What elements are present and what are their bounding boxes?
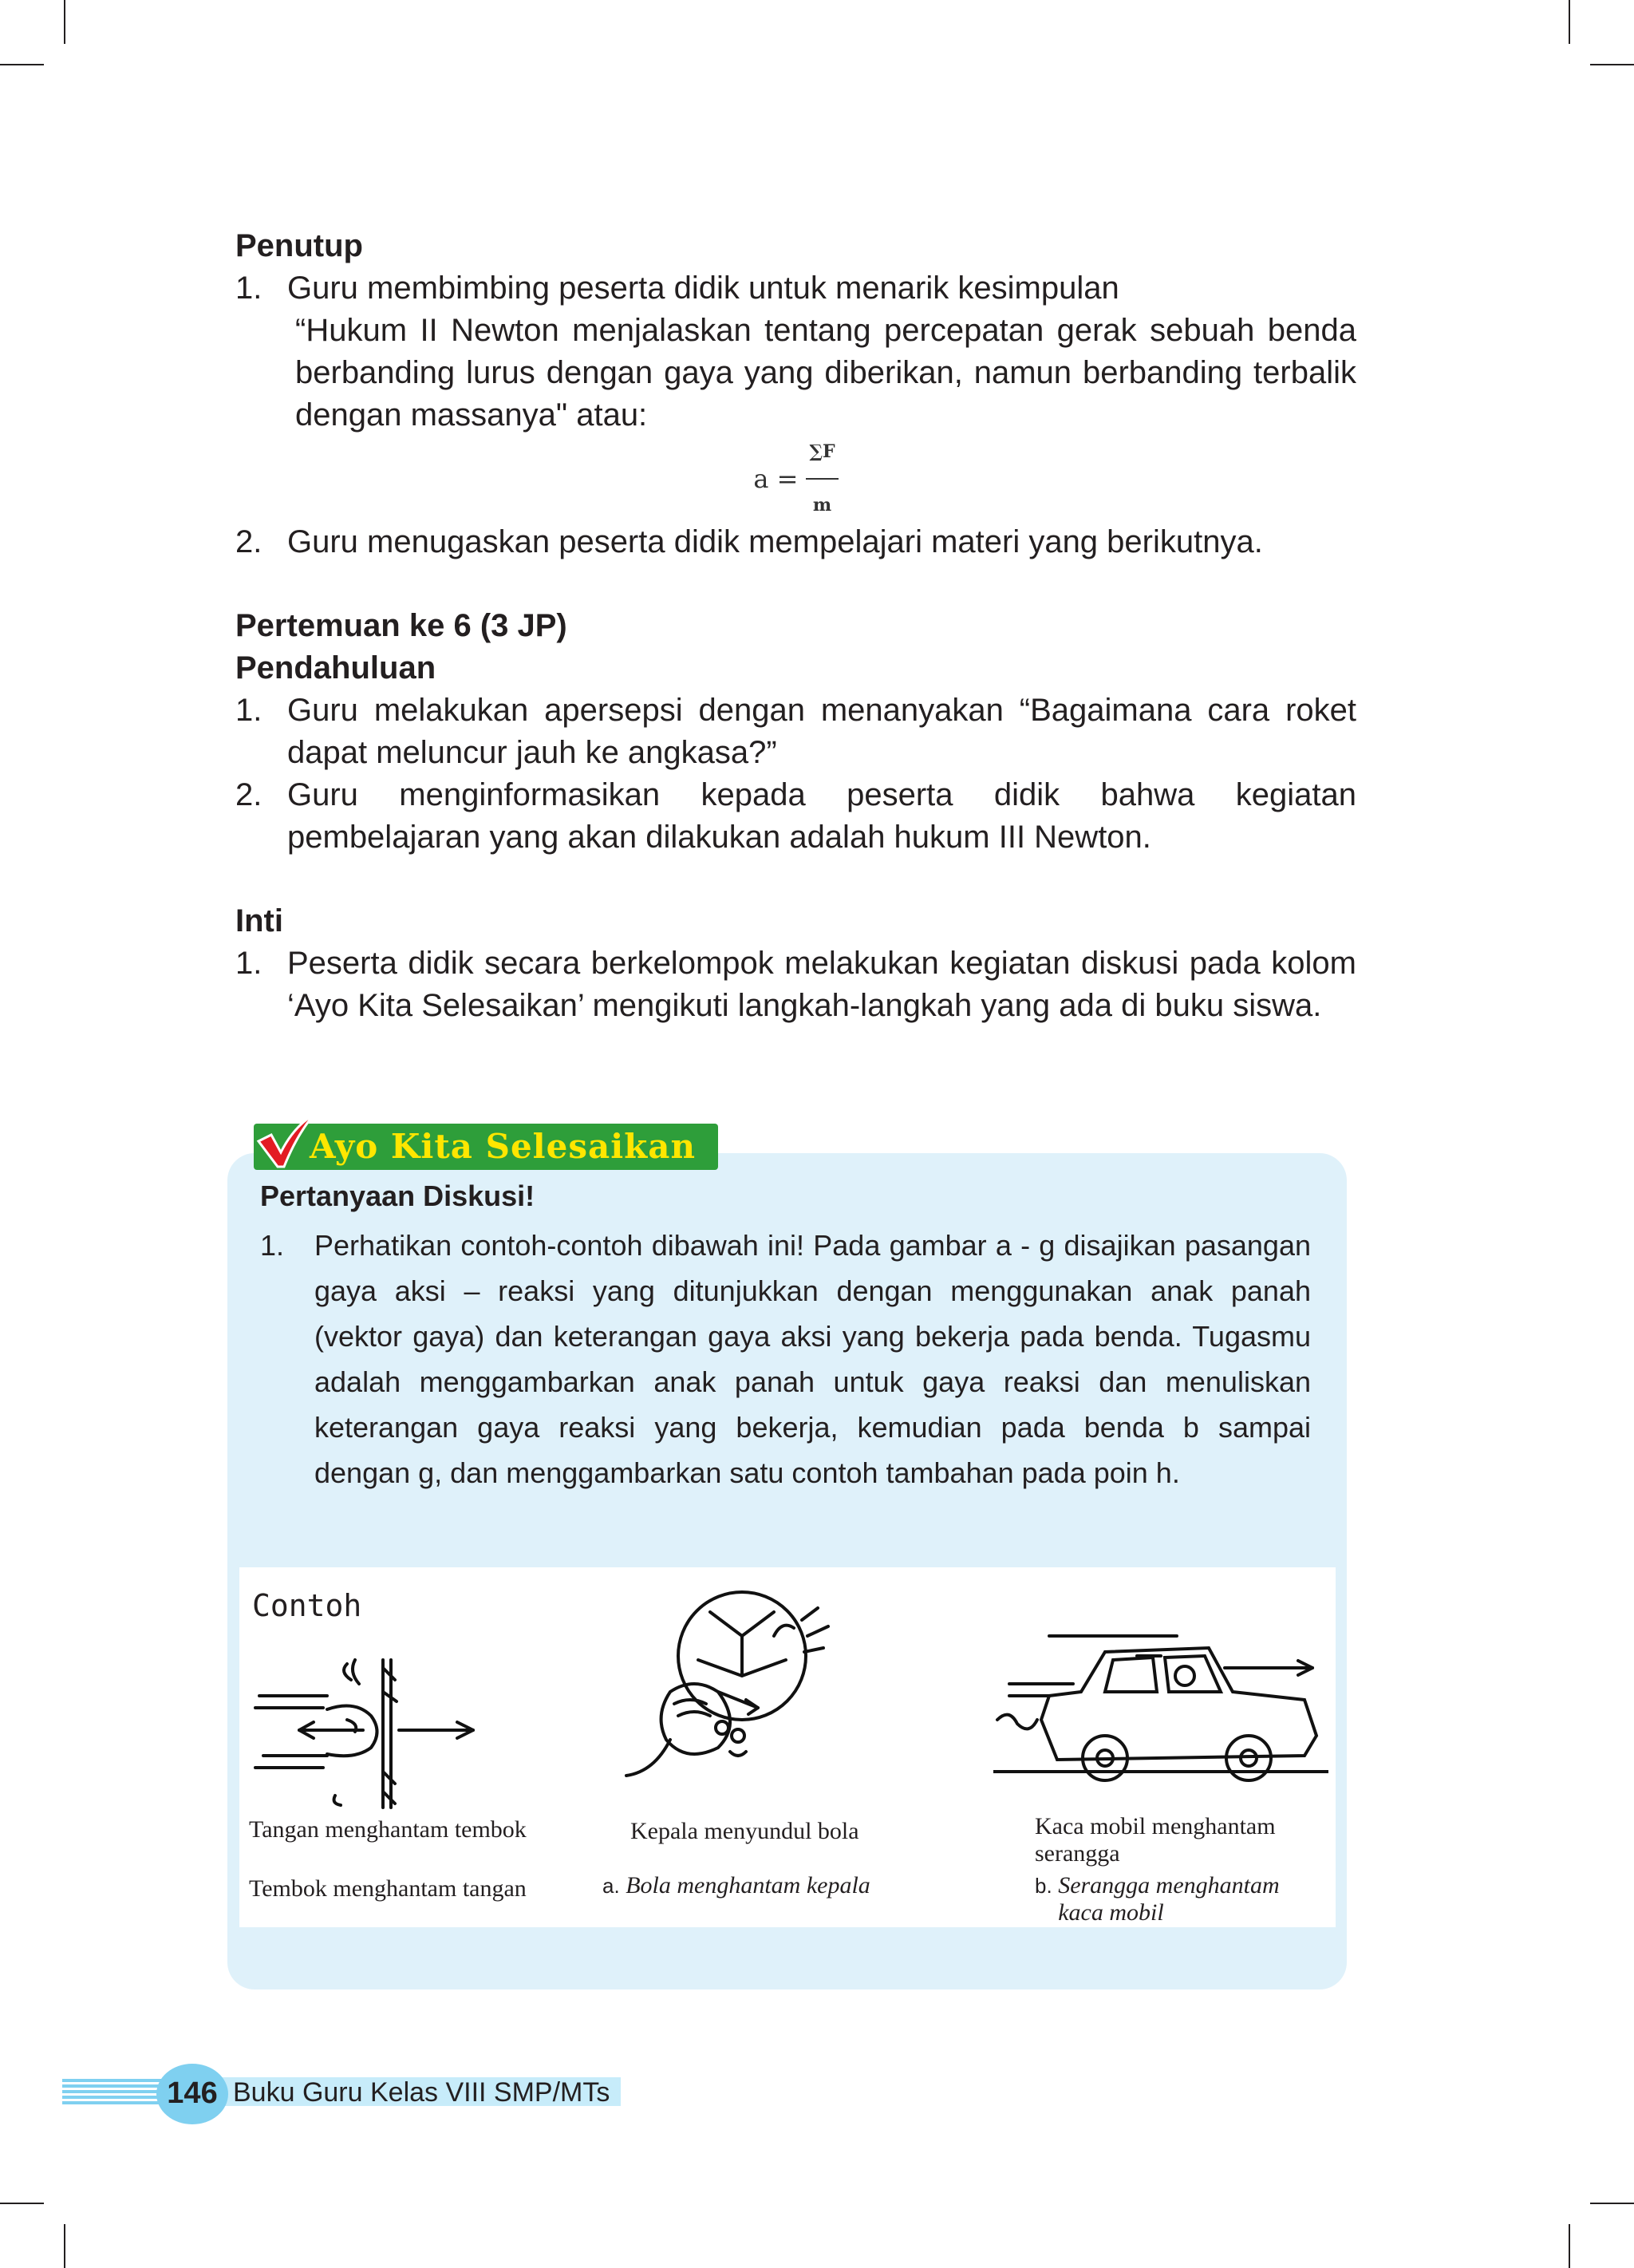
list-number: 1. (235, 271, 262, 306)
crop-mark (64, 2224, 65, 2268)
heading-pertemuan: Pertemuan ke 6 (3 JP) (235, 608, 567, 643)
list-number: 2. (235, 524, 262, 559)
list-text: Guru menugaskan peserta didik mempelajari materi yang berikutnya. (287, 524, 1263, 559)
formula-lhs: a = (753, 463, 799, 494)
list-number: 1. (235, 946, 262, 981)
formula-numerator: ∑F (806, 431, 838, 480)
caption-fig3-aksi: Kaca mobil menghantam serangga (1035, 1813, 1276, 1867)
page-number: 146 (167, 2076, 218, 2110)
caption-label: a. (602, 1874, 620, 1898)
heading-penutup: Penutup (235, 228, 363, 263)
crop-mark (1590, 64, 1634, 65)
footer-title: Buku Guru Kelas VIII SMP/MTs (233, 2077, 610, 2108)
list-number: 1. (235, 693, 262, 728)
activity-title: Ayo Kita Selesaikan (310, 1127, 697, 1166)
checkmark-icon (254, 1111, 318, 1168)
crop-mark (1569, 0, 1570, 44)
caption-fig3-reaksi-line (1035, 1872, 1330, 1926)
main-text (235, 225, 1356, 1027)
car-illustration (993, 1624, 1328, 1784)
formula-denominator: m (812, 495, 832, 516)
list-text: Peserta didik secara berkelompok melakukan kegiatan diskusi pada kolom ‘Ayo Kita Selesaikan’ mengikuti langkah-langkah yang ada di buku siswa. (287, 946, 1356, 1023)
caption-fig1-reaksi: Tembok menghantam tangan (249, 1875, 527, 1902)
heading-pendahuluan: Pendahuluan (235, 650, 436, 686)
list-text: Guru menginformasikan kepada peserta didik bahwa kegiatan pembelajaran yang akan dilakukan adalah hukum III Newton. (287, 777, 1356, 855)
activity-title-banner (254, 1124, 718, 1170)
list-text: Guru melakukan apersepsi dengan menanyakan “Bagaimana cara roket dapat meluncur jauh ke angkasa?” (287, 693, 1356, 770)
list-item (235, 521, 1356, 563)
caption-fig2-reaksi-line (602, 1872, 870, 1899)
formula-fraction (806, 431, 838, 527)
list-number: 1. (260, 1229, 285, 1262)
list-text: Guru membimbing peserta didik untuk menarik kesimpulan (287, 271, 1119, 306)
head-ball-illustration (622, 1588, 910, 1804)
list-number: 2. (235, 777, 262, 812)
discussion-title: Pertanyaan Diskusi! (260, 1179, 535, 1212)
page-number-badge (156, 2064, 228, 2124)
figure-label-contoh: Contoh (252, 1588, 362, 1623)
caption-fig2-aksi: Kepala menyundul bola (630, 1818, 859, 1844)
crop-mark (1590, 2203, 1634, 2204)
list-item (235, 267, 1356, 310)
caption-fig3-reaksi: Serangga menghantam kaca mobil (1058, 1872, 1280, 1926)
discussion-item (260, 1223, 1311, 1496)
caption-label: b. (1035, 1874, 1052, 1898)
formula (235, 437, 1356, 521)
list-item (235, 774, 1356, 859)
heading-inti: Inti (235, 903, 283, 938)
list-item (235, 689, 1356, 774)
crop-mark (64, 0, 65, 44)
newton-quote: “Hukum II Newton menjalaskan tentang percepatan gerak sebuah benda berbanding lurus dengan gaya yang diberikan, namun berbanding terbalik dengan massanya" atau: (295, 313, 1356, 433)
crop-mark (0, 64, 44, 65)
caption-fig1-aksi: Tangan menghantam tembok (249, 1816, 527, 1843)
crop-mark (1569, 2224, 1570, 2268)
list-item (235, 942, 1356, 1027)
fist-wall-illustration (251, 1652, 483, 1812)
crop-mark (0, 2203, 44, 2204)
caption-fig2-reaksi: Bola menghantam kepala (626, 1872, 870, 1899)
discussion-text: Perhatikan contoh-contoh dibawah ini! Pada gambar a - g disajikan pasangan gaya aksi – reaksi yang ditunjukkan dengan menggunakan anak panah (vektor gaya) dan keterangan gaya aksi yang bekerja pada benda. Tugasmu adalah menggambarkan anak panah untuk gaya reaksi dan menuliskan keterangan gaya reaksi yang bekerja, kemudian pada benda b sampai dengan g, dan menggambarkan satu contoh tambahan pada poin h. (314, 1229, 1311, 1489)
